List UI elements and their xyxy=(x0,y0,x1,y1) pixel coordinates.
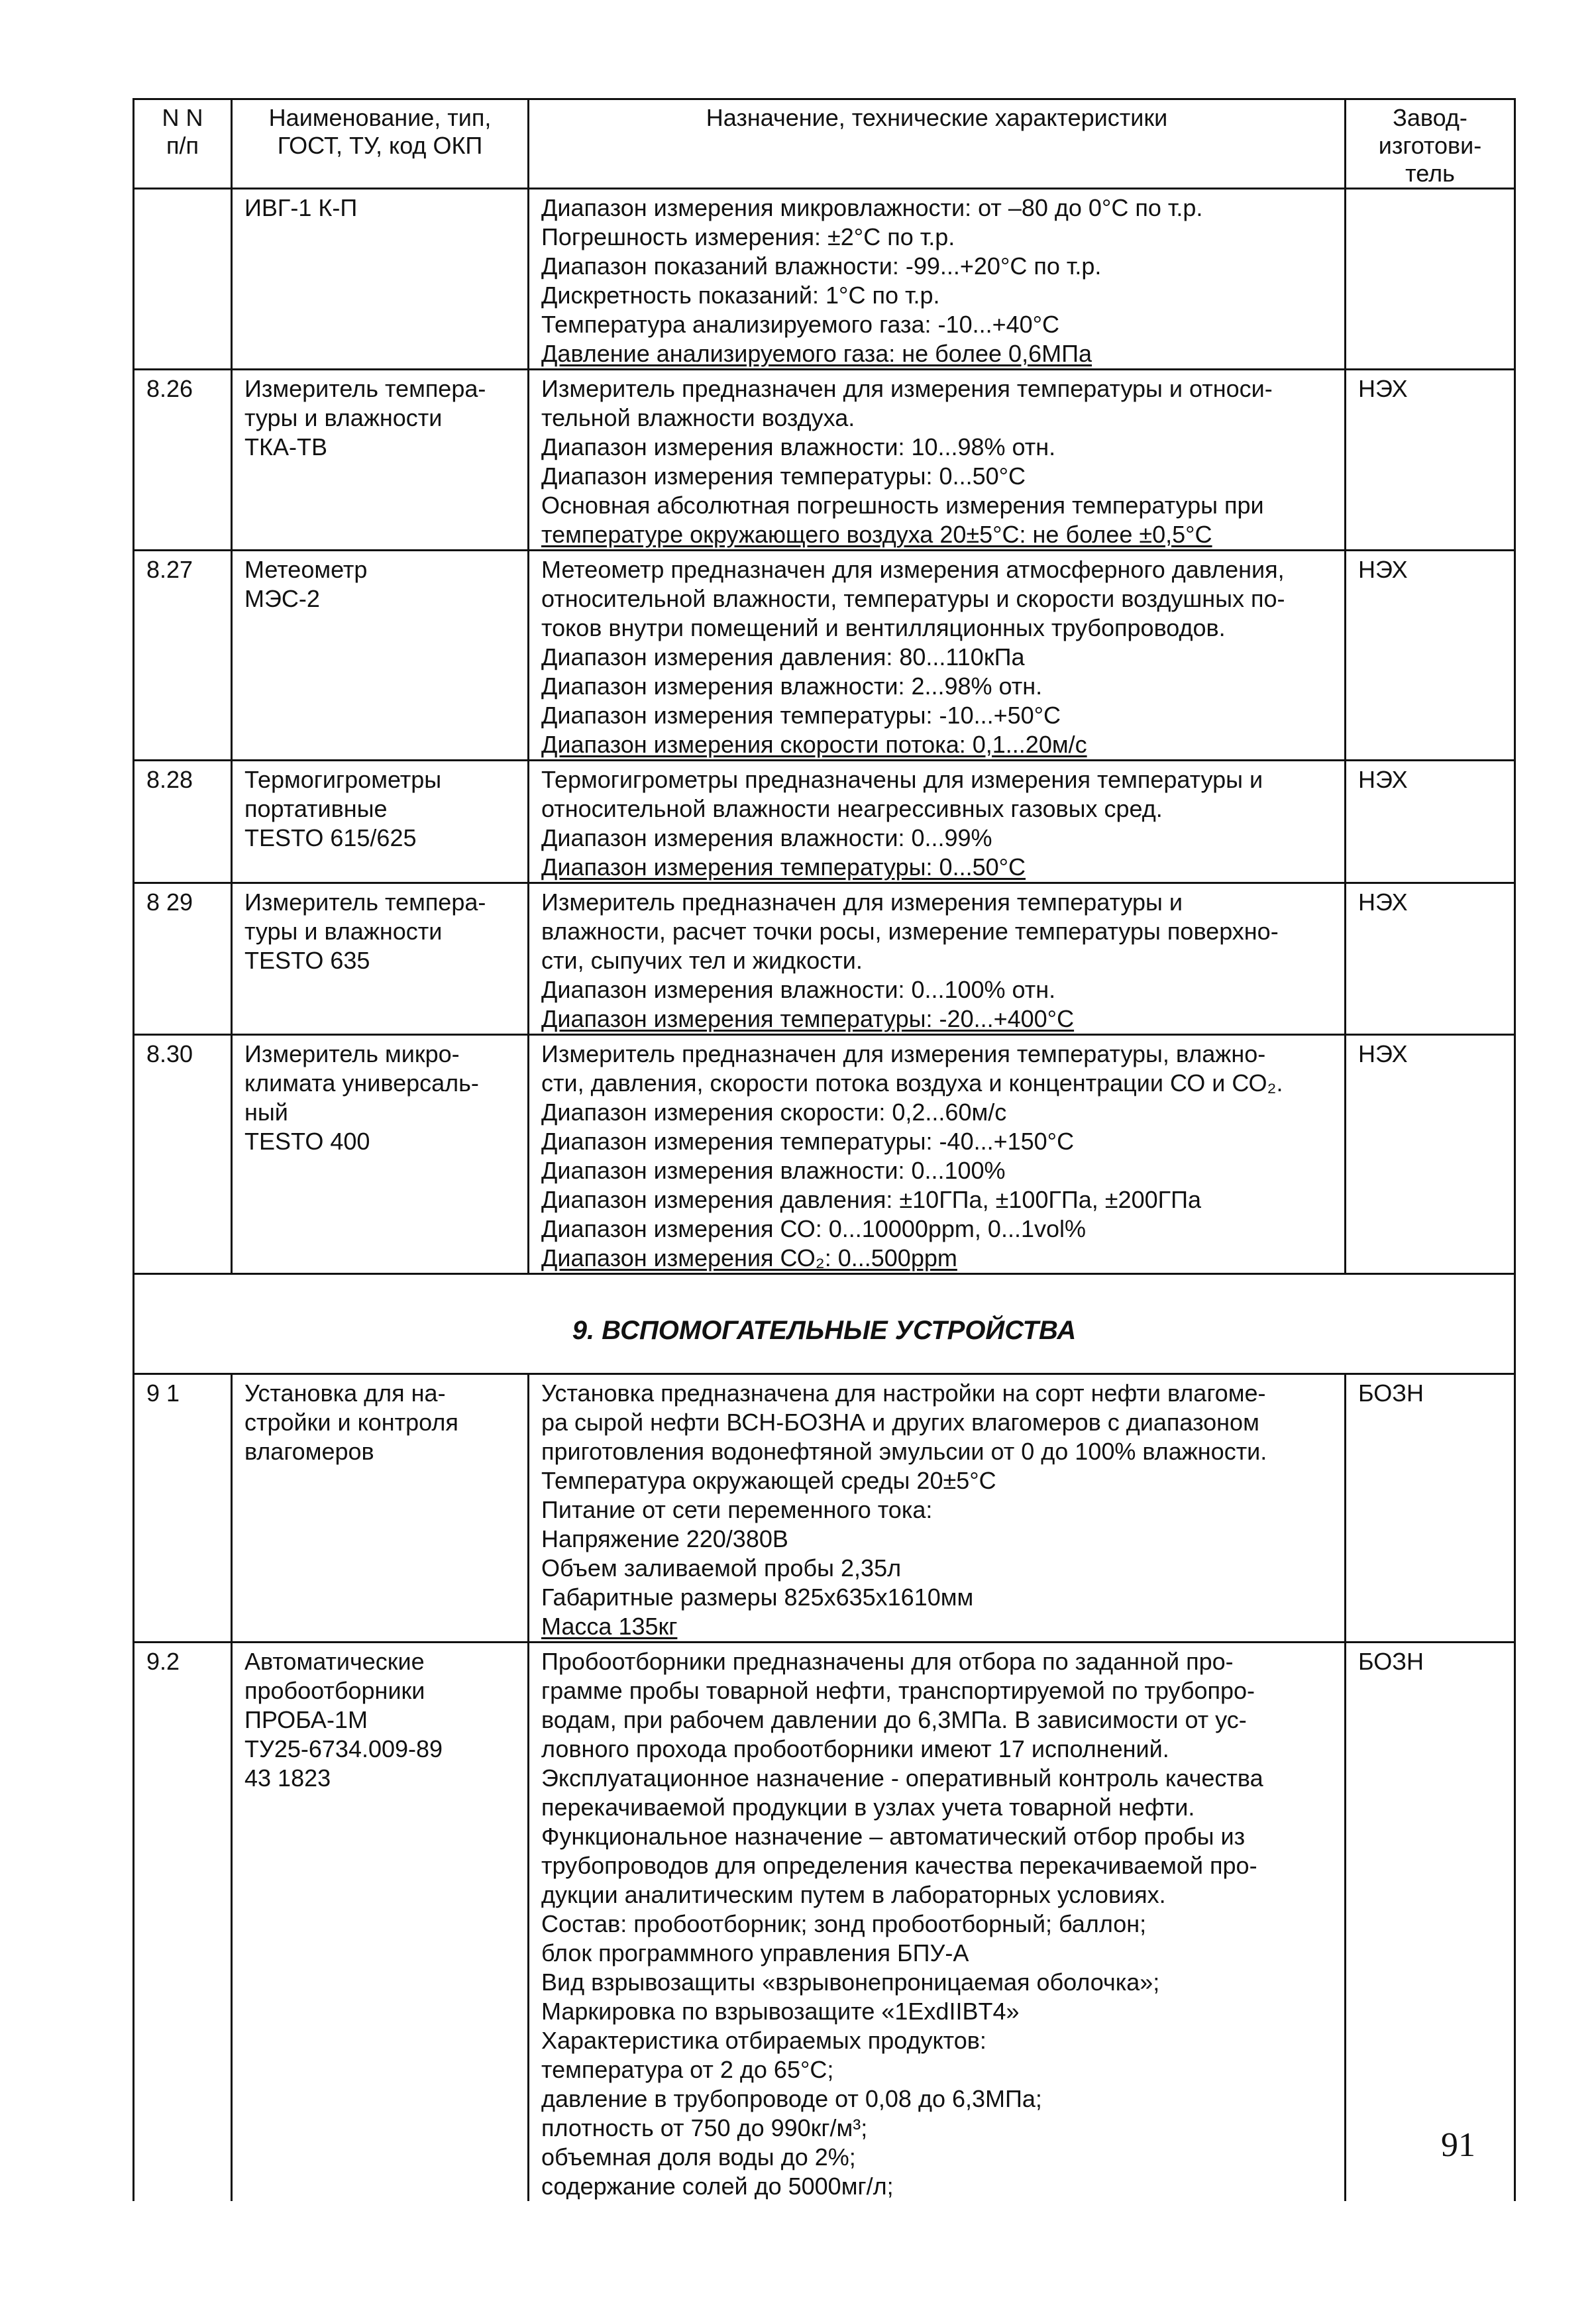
header-maker-text: Завод- изготови- тель xyxy=(1378,104,1482,187)
spec-line: Диапазон измерения температуры: 0...50°С xyxy=(541,462,1026,490)
device-name-line: ИВГ-1 К-П xyxy=(244,194,358,221)
row-number xyxy=(134,189,232,370)
device-specs xyxy=(529,883,1346,1035)
manufacturer: НЭХ xyxy=(1346,370,1515,551)
device-name-line: Измеритель темпера- xyxy=(244,889,486,916)
table-body-auxiliary xyxy=(134,1374,1515,2202)
spec-line: Погрешность измерения: ±2°С по т.р. xyxy=(541,223,955,250)
device-name-line: туры и влажности xyxy=(244,918,443,945)
spec-line: тельной влажности воздуха. xyxy=(541,404,855,431)
device-specs xyxy=(529,761,1346,883)
row-number: 9 1 xyxy=(134,1374,232,1643)
spec-line: Диапазон измерения влажности: 2...98% отн. xyxy=(541,673,1043,700)
header-maker xyxy=(1346,99,1515,189)
header-purpose xyxy=(529,99,1346,189)
device-name-line: пробоотборники xyxy=(244,1677,425,1704)
spec-line: Диапазон измерения скорости потока: 0,1...20м/с xyxy=(541,731,1087,758)
spec-line: Диапазон измерения температуры: -10...+50°С xyxy=(541,702,1061,729)
spec-line: Пробоотборники предназначены для отбора по заданной про- xyxy=(541,1648,1234,1675)
device-name xyxy=(232,883,529,1035)
spec-line: Диапазон измерения влажности: 0...99% xyxy=(541,824,992,851)
table-row xyxy=(134,761,1515,883)
spec-line: Диапазон измерения СО₂: 0...500ppm xyxy=(541,1244,957,1271)
manufacturer: НЭХ xyxy=(1346,551,1515,761)
spec-line: Диапазон измерения температуры: -40...+150°С xyxy=(541,1128,1075,1155)
device-specs xyxy=(529,1643,1346,2202)
section-row xyxy=(134,1274,1515,1374)
table-row xyxy=(134,1643,1515,2202)
spec-line: Характеристика отбираемых продуктов: xyxy=(541,2027,986,2054)
device-specs xyxy=(529,1035,1346,1274)
device-name-line: портативные xyxy=(244,795,388,822)
row-number: 8 29 xyxy=(134,883,232,1035)
device-name-line: туры и влажности xyxy=(244,404,443,431)
device-name-line: Установка для на- xyxy=(244,1379,446,1407)
spec-line: токов внутри помещений и вентилляционных трубопроводов. xyxy=(541,614,1226,641)
spec-line: ра сырой нефти ВСН-БОЗНА и других влагомеров с диапазоном xyxy=(541,1409,1259,1436)
header-name-text: Наименование, тип, ГОСТ, ТУ, код ОКП xyxy=(268,104,492,159)
spec-line: Измеритель предназначен для измерения температуры, влажно- xyxy=(541,1040,1266,1067)
spec-line: водам, при рабочем давлении до 6,3МПа. В зависимости от ус- xyxy=(541,1706,1247,1733)
header-num-text: N N п/п xyxy=(162,104,203,159)
section-title: 9. ВСПОМОГАТЕЛЬНЫЕ УСТРОЙСТВА xyxy=(134,1274,1515,1374)
spec-line: Напряжение 220/380В xyxy=(541,1525,788,1552)
table-row xyxy=(134,883,1515,1035)
table-row xyxy=(134,189,1515,370)
table-row xyxy=(134,1035,1515,1274)
spec-line: Маркировка по взрывозащите «1ExdIIBT4» xyxy=(541,1998,1020,2025)
manufacturer: НЭХ xyxy=(1346,883,1515,1035)
device-specs xyxy=(529,1374,1346,1643)
manufacturer: НЭХ xyxy=(1346,1035,1515,1274)
spec-line: Дискретность показаний: 1°С по т.р. xyxy=(541,282,940,309)
spec-line: Диапазон показаний влажности: -99...+20°С по т.р. xyxy=(541,252,1102,280)
header-name xyxy=(232,99,529,189)
spec-line: Диапазон измерения влажности: 0...100% отн. xyxy=(541,976,1056,1003)
device-name-line: Автоматические xyxy=(244,1648,425,1675)
page-number: 91 xyxy=(1441,2126,1475,2164)
spec-line: Диапазон измерения давления: 80...110кПа xyxy=(541,643,1025,671)
spec-line: сти, давления, скорости потока воздуха и концентрации СО и СО₂. xyxy=(541,1069,1283,1097)
spec-line: Давление анализируемого газа: не более 0,6МПа xyxy=(541,340,1092,367)
device-name-line: Измеритель темпера- xyxy=(244,375,486,402)
device-name-line: ТУ25-6734.009-89 xyxy=(244,1735,443,1762)
equipment-table xyxy=(133,98,1516,2201)
header-purpose-text: Назначение, технические характеристики xyxy=(706,104,1168,131)
header-num xyxy=(134,99,232,189)
device-name xyxy=(232,189,529,370)
spec-line: блок программного управления БПУ-А xyxy=(541,1939,969,1967)
device-name xyxy=(232,370,529,551)
spec-line: Объем заливаемой пробы 2,35л xyxy=(541,1554,902,1582)
device-name xyxy=(232,1374,529,1643)
device-name-line: ный xyxy=(244,1099,288,1126)
device-name-line: Термогигрометры xyxy=(244,766,442,793)
table-body xyxy=(134,189,1515,1274)
spec-line: Установка предназначена для настройки на сорт нефти влагоме- xyxy=(541,1379,1266,1407)
spec-line: относительной влажности неагрессивных газовых сред. xyxy=(541,795,1163,822)
spec-line: Диапазон измерения влажности: 0...100% xyxy=(541,1157,1006,1184)
row-number: 8.27 xyxy=(134,551,232,761)
row-number: 9.2 xyxy=(134,1643,232,2202)
spec-line: Диапазон измерения давления: ±10ГПа, ±100ГПа, ±200ГПа xyxy=(541,1186,1202,1213)
table-row xyxy=(134,551,1515,761)
spec-line: Основная абсолютная погрешность измерения температуры при xyxy=(541,492,1264,519)
spec-line: давление в трубопроводе от 0,08 до 6,3МПа; xyxy=(541,2085,1042,2112)
device-name xyxy=(232,551,529,761)
device-name-line: ТКА-ТВ xyxy=(244,433,327,460)
spec-line: грамме пробы товарной нефти, транспортируемой по трубопро- xyxy=(541,1677,1255,1704)
table-row xyxy=(134,1374,1515,1643)
row-number: 8.26 xyxy=(134,370,232,551)
spec-line: Температура анализируемого газа: -10...+40°С xyxy=(541,311,1060,338)
manufacturer: НЭХ xyxy=(1346,761,1515,883)
row-number: 8.28 xyxy=(134,761,232,883)
device-name-line: TESTO 635 xyxy=(244,947,370,974)
device-name-line: ПРОБА-1М xyxy=(244,1706,368,1733)
device-name xyxy=(232,1643,529,2202)
spec-line: Эксплуатационное назначение - оперативный контроль качества xyxy=(541,1764,1263,1792)
device-specs xyxy=(529,370,1346,551)
spec-line: влажности, расчет точки росы, измерение температуры поверхно- xyxy=(541,918,1279,945)
spec-line: Измеритель предназначен для измерения температуры и xyxy=(541,889,1183,916)
device-name-line: TESTO 615/625 xyxy=(244,824,417,851)
spec-line: Диапазон измерения влажности: 10...98% отн. xyxy=(541,433,1056,460)
spec-line: Функциональное назначение – автоматический отбор пробы из xyxy=(541,1823,1246,1850)
manufacturer xyxy=(1346,189,1515,370)
spec-line: Термогигрометры предназначены для измерения температуры и xyxy=(541,766,1263,793)
table-header-row xyxy=(134,99,1515,189)
spec-line: Масса 135кг xyxy=(541,1613,678,1640)
spec-line: содержание солей до 5000мг/л; xyxy=(541,2173,894,2200)
spec-line: Диапазон измерения микровлажности: от –80 до 0°С по т.р. xyxy=(541,194,1203,221)
spec-line: Измеритель предназначен для измерения температуры и относи- xyxy=(541,375,1273,402)
device-name-line: стройки и контроля xyxy=(244,1409,458,1436)
spec-line: Диапазон измерения СО: 0...10000ppm, 0...1vol% xyxy=(541,1215,1087,1242)
device-name-line: Измеритель микро- xyxy=(244,1040,460,1067)
spec-line: Метеометр предназначен для измерения атмосферного давления, xyxy=(541,556,1285,583)
spec-line: Диапазон измерения температуры: -20...+400°С xyxy=(541,1005,1075,1032)
device-name xyxy=(232,1035,529,1274)
spec-line: дукции аналитическим путем в лабораторных условиях. xyxy=(541,1881,1166,1908)
spec-line: трубопроводов для определения качества перекачиваемой про- xyxy=(541,1852,1257,1879)
spec-line: температура от 2 до 65°С; xyxy=(541,2056,834,2083)
row-number: 8.30 xyxy=(134,1035,232,1274)
spec-line: Вид взрывозащиты «взрывонепроницаемая оболочка»; xyxy=(541,1968,1160,1996)
spec-line: объемная доля воды до 2%; xyxy=(541,2143,856,2171)
spec-line: приготовления водонефтяной эмульсии от 0 до 100% влажности. xyxy=(541,1438,1267,1465)
device-specs xyxy=(529,551,1346,761)
spec-line: Температура окружающей среды 20±5°С xyxy=(541,1467,996,1494)
spec-line: Габаритные размеры 825х635х1610мм xyxy=(541,1584,974,1611)
device-name-line: климата универсаль- xyxy=(244,1069,479,1097)
spec-line: перекачиваемой продукции в узлах учета товарной нефти. xyxy=(541,1794,1195,1821)
spec-line: относительной влажности, температуры и скорости воздушных по- xyxy=(541,585,1285,612)
device-name-line: Метеометр xyxy=(244,556,368,583)
spec-line: температуре окружающего воздуха 20±5°С: не более ±0,5°С xyxy=(541,521,1212,548)
spec-line: Диапазон измерения скорости: 0,2...60м/с xyxy=(541,1099,1007,1126)
manufacturer: БОЗН xyxy=(1346,1374,1515,1643)
device-name-line: 43 1823 xyxy=(244,1764,331,1792)
device-name-line: TESTO 400 xyxy=(244,1128,370,1155)
spec-line: Питание от сети переменного тока: xyxy=(541,1496,933,1523)
spec-line: Диапазон измерения температуры: 0...50°С xyxy=(541,853,1026,881)
spec-line: плотность от 750 до 990кг/м³; xyxy=(541,2114,868,2141)
table-row xyxy=(134,370,1515,551)
device-name xyxy=(232,761,529,883)
device-name-line: влагомеров xyxy=(244,1438,374,1465)
spec-line: сти, сыпучих тел и жидкости. xyxy=(541,947,863,974)
device-specs xyxy=(529,189,1346,370)
spec-line: Состав: пробоотборник; зонд пробоотборный; баллон; xyxy=(541,1910,1147,1937)
device-name-line: МЭС-2 xyxy=(244,585,320,612)
spec-line: ловного прохода пробоотборники имеют 17 исполнений. xyxy=(541,1735,1169,1762)
manufacturer: БОЗН xyxy=(1346,1643,1515,2202)
